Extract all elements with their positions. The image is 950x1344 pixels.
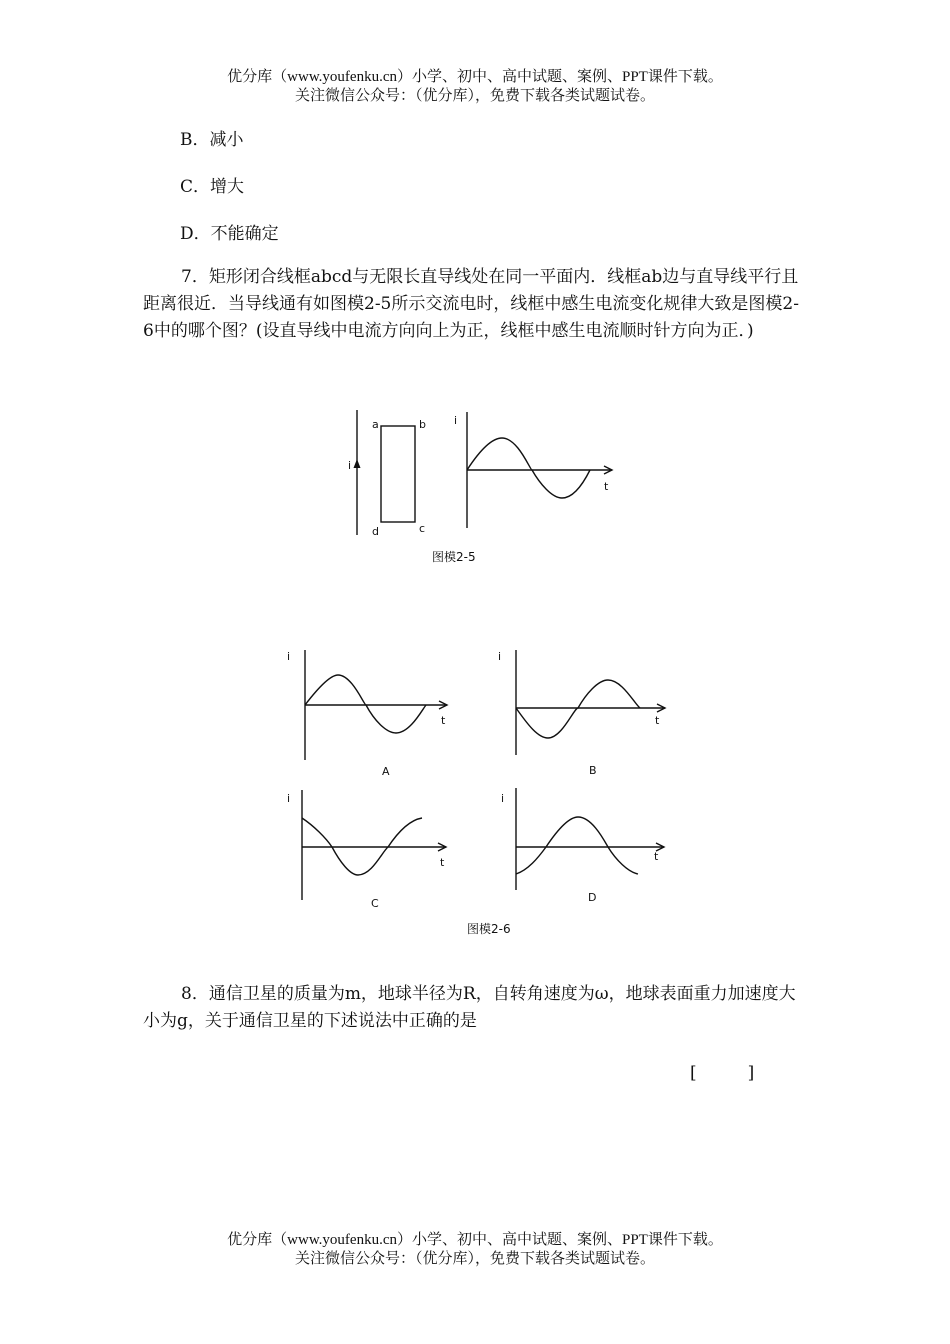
graph-d-axis-i: i [501,792,505,805]
figure-2-6 [275,640,695,940]
graph-d-axis-t: t [654,850,659,863]
graph-a-axis-t: t [441,714,446,727]
answer-bracket: [ ] [690,1063,755,1083]
graph-d-label: D [588,891,597,904]
option-d: D．不能确定 [180,224,279,244]
wire-frame-abcd [381,426,415,522]
page-header [0,68,950,106]
header-line-2: 关注微信公众号：（优分库），免费下载各类试题试卷。 [294,88,655,104]
graph-d-curve [516,817,638,874]
footer-line-1: 优分库（www.youfenku.cn）小学、初中、高中试题、案例、PPT课件下载。 [227,1232,723,1248]
graph-c-label: C [371,897,379,910]
fig25-label-b: b [419,418,426,431]
question-8: 8．通信卫星的质量为m，地球半径为R，自转角速度为ω，地球表面重力加速度大小为g，关于通信卫星的下述说法中正确的是 [143,984,796,1031]
option-c: C．增大 [180,177,245,197]
fig25-caption: 图模2-5 [432,550,476,564]
graph-a-curve [305,675,426,733]
option-b: B．减小 [180,130,244,150]
header-line-1: 优分库（www.youfenku.cn）小学、初中、高中试题、案例、PPT课件下载。 [227,69,723,85]
graph-b-axis-i: i [498,650,502,663]
page-footer [0,1231,950,1269]
graph-a-label: A [382,765,390,778]
fig25-current-curve [467,438,590,498]
fig25-axis-i: i [454,414,458,427]
graph-b-label: B [589,764,597,777]
fig26-caption: 图模2-6 [467,922,511,936]
graph-b-axis-t: t [655,714,660,727]
current-arrow-icon [354,459,361,468]
graph-b-curve [516,680,640,738]
graph-c-axis-i: i [287,792,291,805]
fig25-label-c: c [419,522,426,535]
fig25-label-i: i [348,459,352,472]
question-7: 7．矩形闭合线框abcd与无限长直导线处在同一平面内．线框ab边与直导线平行且距离很近．当导线通有如图模2-5所示交流电时，线框中感生电流变化规律大致是图模2-6中的哪个图？(设直导线中电流方向向上为正，线框中感生电流顺时针方向为正．) [143,267,799,341]
fig25-label-a: a [372,418,379,431]
figure-2-5 [330,405,630,575]
graph-c-axis-t: t [440,856,445,869]
graph-a-axis-i: i [287,650,291,663]
fig25-label-d: d [372,525,379,538]
footer-line-2: 关注微信公众号：（优分库），免费下载各类试题试卷。 [294,1251,655,1267]
fig25-axis-t: t [604,480,609,493]
